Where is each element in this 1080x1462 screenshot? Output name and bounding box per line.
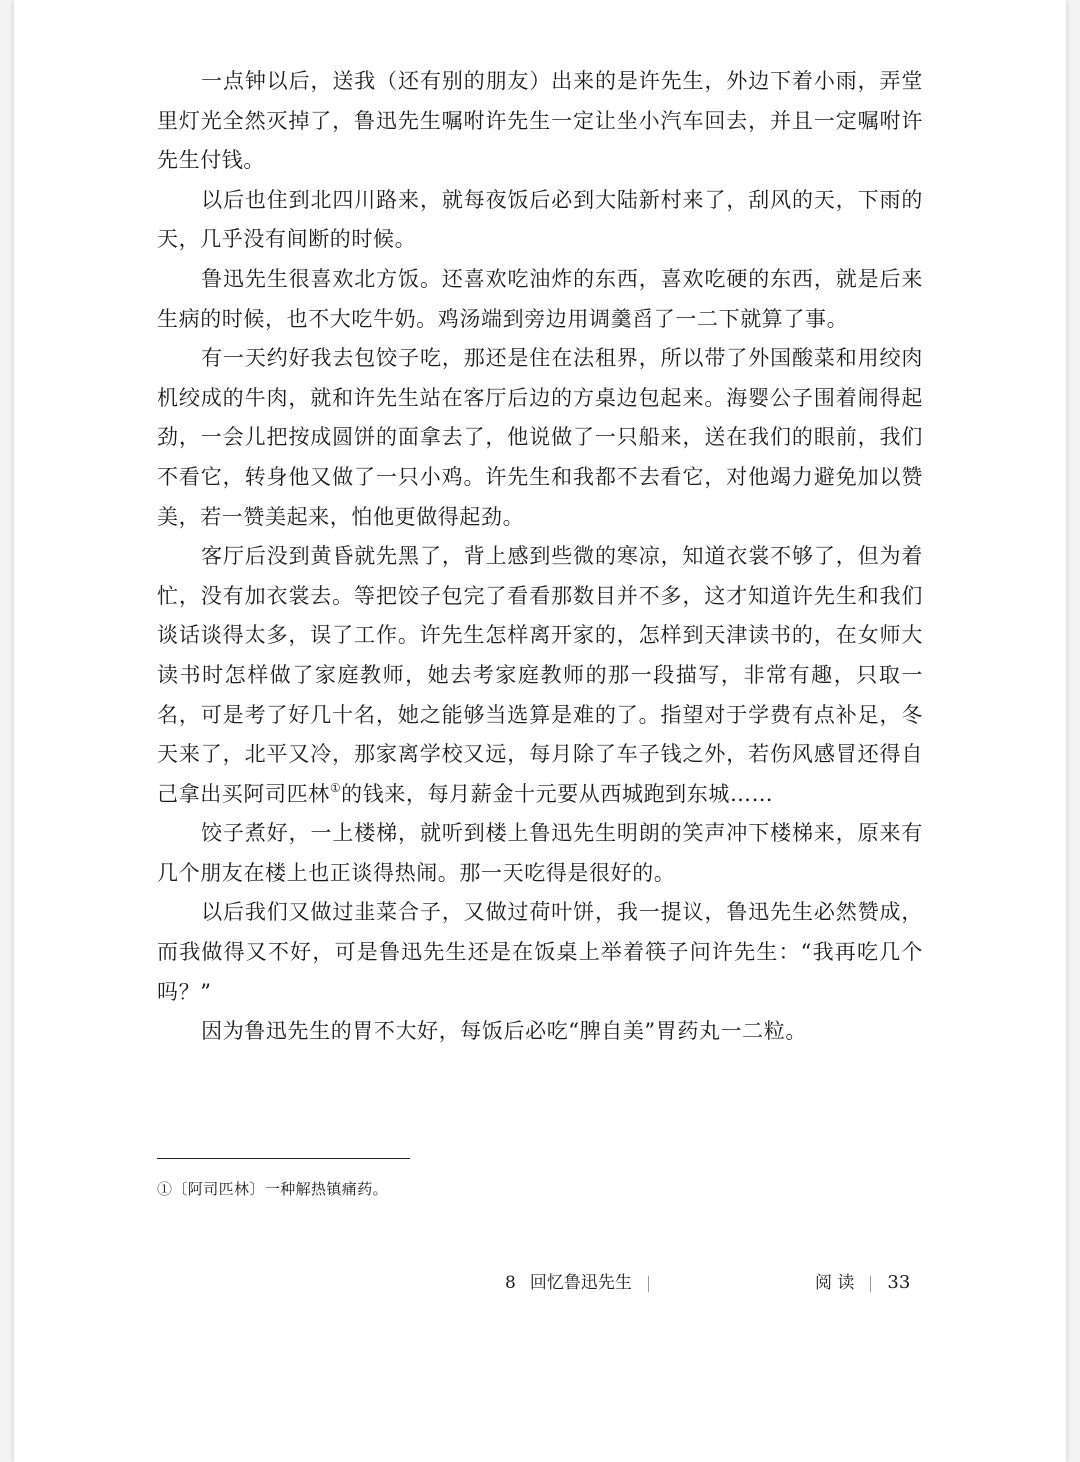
paragraph: 以后我们又做过韭菜合子，又做过荷叶饼，我一提议，鲁迅先生必然赞成，而我做得又不好，可是鲁迅先生还是在饭桌上举着筷子问许先生：“我再吃几个吗？” xyxy=(157,900,923,1004)
page-number: 33 xyxy=(887,1272,911,1293)
paragraph: 鲁迅先生很喜欢北方饭。还喜欢吃油炸的东西，喜欢吃硬的东西，就是后来生病的时候，也不大吃牛奶。鸡汤端到旁边用调羹舀了一二下就算了事。 xyxy=(157,266,923,331)
body-text xyxy=(157,62,923,1052)
lesson-number: 8 xyxy=(505,1273,516,1293)
paragraph: 有一天约好我去包饺子吃，那还是住在法租界，所以带了外国酸菜和用绞肉机绞成的牛肉，就和许先生站在客厅后边的方桌边包起来。海婴公子围着闹得起劲，一会儿把按成圆饼的面拿去了，他说做了一只船来，送在我们的眼前，我们不看它，转身他又做了一只小鸡。许先生和我都不去看它，对他竭力避免加以赞美，若一赞美起来，怕他更做得起劲。 xyxy=(157,346,923,529)
running-footer-right xyxy=(815,1268,910,1293)
paragraph: 饺子煮好，一上楼梯，就听到楼上鲁迅先生明朗的笑声冲下楼梯来，原来有几个朋友在楼上也正谈得热闹。那一天吃得是很好的。 xyxy=(157,821,923,885)
paragraph: 以后也住到北四川路来，就每夜饭后必到大陆新村来了，刮风的天，下雨的天，几乎没有间断的时候。 xyxy=(157,187,923,252)
paragraph-text-before-note: 客厅后没到黄昏就先黑了，背上感到些微的寒凉，知道衣裳不够了，但为着忙，没有加衣裳去。等把饺子包完了看看那数目并不多，这才知道许先生和我们谈话谈得太多，误了工作。许先生怎样离开家的，怎样到天津读书的，在女师大读书时怎样做了家庭教师，她去考家庭教师的那一段描写，非常有趣，只取一名，可是考了好几十名，她之能够当选算是难的了。指望对于学费有点补足，冬天来了，北平又冷，那家离学校又远，每月除了车子钱之外，若伤风感冒还得自己拿出买阿司匹林 xyxy=(157,544,923,806)
paragraph-text-after-note: 的钱来，每月薪金十元要从西城跑到东城…… xyxy=(341,781,774,806)
footnote-divider xyxy=(157,1158,410,1159)
running-footer-left xyxy=(505,1268,665,1293)
footnote: ①〔阿司匹林〕一种解热镇痛药。 xyxy=(157,1180,389,1198)
section-label: 阅 读 xyxy=(815,1273,855,1293)
paragraph-with-footnote xyxy=(157,537,923,814)
footer-separator xyxy=(870,1276,871,1292)
footnote-marker: ① xyxy=(329,780,342,795)
lesson-title: 回忆鲁迅先生 xyxy=(529,1273,632,1293)
paragraph: 一点钟以后，送我（还有别的朋友）出来的是许先生，外边下着小雨，弄堂里灯光全然灭掉了，鲁迅先生嘱咐许先生一定让坐小汽车回去，并且一定嘱咐许先生付钱。 xyxy=(157,69,923,173)
footer-separator xyxy=(648,1276,649,1292)
paragraph: 因为鲁迅先生的胃不大好，每饭后必吃“脾自美”胃药丸一二粒。 xyxy=(201,1019,807,1044)
